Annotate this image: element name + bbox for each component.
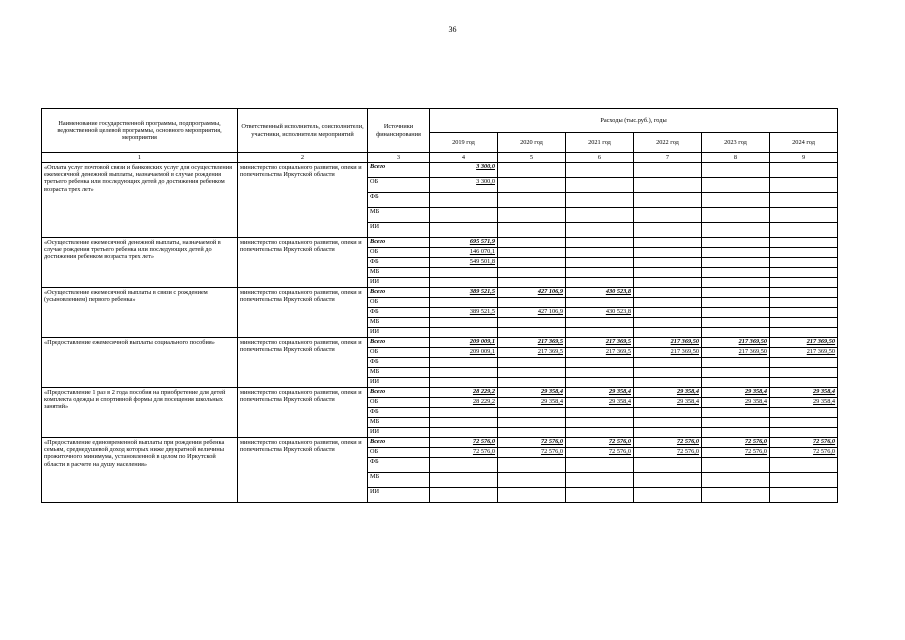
amount-value: 72 576,0 [540,448,563,455]
amount-cell [634,178,702,193]
funding-source: ИИ [368,328,430,338]
amount-cell [430,278,498,288]
amount-cell [498,208,566,223]
amount-cell [430,223,498,238]
amount-cell [566,378,634,388]
amount-value: 217 369,50 [806,348,836,355]
amount-cell [498,448,566,458]
amount-value: 72 576,0 [813,438,836,445]
amount-cell [634,368,702,378]
amount-value: 217 369,50 [670,348,699,355]
amount-value: 28 229,2 [472,398,495,405]
amount-cell [498,328,566,338]
amount-cell [430,473,498,488]
amount-value: 72 576,0 [608,448,631,455]
year-header: 2021 год [566,133,634,153]
amount-cell [430,448,498,458]
amount-cell [566,308,634,318]
amount-cell [634,258,702,268]
amount-cell [702,428,770,438]
amount-cell [430,193,498,208]
amount-value: 72 576,0 [472,448,495,455]
funding-source: ФБ [368,308,430,318]
amount-cell [634,378,702,388]
source-row [42,438,838,448]
amount-cell [770,428,838,438]
amount-cell [430,438,498,448]
amount-value: 29 358,4 [744,398,767,405]
col-name-header: Наименование государственной программы, подпрограммы, ведомственной целевой программы, основного мероприятия, мероприятия [42,109,238,153]
source-row [42,338,838,348]
amount-cell [566,368,634,378]
amount-cell [566,278,634,288]
amount-cell [566,458,634,473]
funding-source: ФБ [368,258,430,268]
amount-cell [498,358,566,368]
amount-value: 217 369,50 [670,338,699,345]
column-numbers-row [42,153,838,163]
amount-value: 217 369,5 [605,348,631,355]
amount-value: 29 358,4 [608,398,631,405]
amount-value: 209 009,1 [469,338,495,345]
col-resp-header: Ответственный исполнитель, соисполнители, участники, исполнители мероприятий [238,109,368,153]
amount-cell [770,338,838,348]
column-number: 3 [368,153,430,163]
amount-cell [702,318,770,328]
amount-value: 3 300,0 [476,163,495,170]
column-number: 5 [498,153,566,163]
amount-cell [770,223,838,238]
amount-cell [702,348,770,358]
amount-cell [770,438,838,448]
page-number: 36 [448,25,457,34]
amount-cell [634,288,702,298]
amount-cell [566,408,634,418]
amount-cell [770,388,838,398]
amount-cell [770,208,838,223]
amount-cell [430,408,498,418]
amount-cell [498,378,566,388]
amount-cell [498,288,566,298]
amount-cell [702,258,770,268]
funding-source: МБ [368,368,430,378]
amount-value: 217 369,50 [738,348,767,355]
amount-cell [498,178,566,193]
amount-cell [634,398,702,408]
funding-source: ИИ [368,488,430,503]
amount-value: 146 070,1 [469,248,495,255]
amount-cell [634,238,702,248]
measure-name: «Предоставление ежемесячной выплаты социального пособия» [42,338,238,388]
amount-cell [634,298,702,308]
amount-cell [498,438,566,448]
amount-cell [770,488,838,503]
budget-table [41,108,838,503]
amount-cell [566,473,634,488]
funding-source: Всего [368,238,430,248]
amount-cell [634,318,702,328]
amount-value: 217 369,5 [537,338,563,345]
amount-cell [770,408,838,418]
amount-cell [430,398,498,408]
amount-cell [498,473,566,488]
amount-cell [702,328,770,338]
amount-cell [702,473,770,488]
amount-cell [702,368,770,378]
amount-cell [430,488,498,503]
amount-cell [498,163,566,178]
funding-source: ИИ [368,378,430,388]
amount-cell [430,338,498,348]
amount-value: 549 501,8 [469,258,495,265]
funding-source: Всего [368,388,430,398]
amount-cell [498,278,566,288]
funding-source: ОБ [368,298,430,308]
amount-cell [770,378,838,388]
amount-value: 29 358,4 [608,388,631,395]
column-number: 6 [566,153,634,163]
amount-cell [566,248,634,258]
amount-cell [702,308,770,318]
amount-cell [430,308,498,318]
amount-cell [566,193,634,208]
amount-cell [770,248,838,258]
amount-cell [430,428,498,438]
amount-cell [634,163,702,178]
funding-source: МБ [368,473,430,488]
year-header: 2023 год [702,133,770,153]
amount-cell [430,298,498,308]
amount-cell [634,308,702,318]
amount-cell [770,308,838,318]
amount-value: 72 576,0 [472,438,495,445]
amount-value: 29 358,4 [676,388,699,395]
amount-cell [634,408,702,418]
amount-cell [498,238,566,248]
amount-value: 217 369,5 [537,348,563,355]
amount-value: 29 358,4 [744,388,767,395]
amount-cell [634,348,702,358]
amount-cell [430,378,498,388]
responsible-executor: министерство социального развития, опеки и попечительства Иркутской области [238,438,368,503]
amount-cell [566,288,634,298]
amount-cell [770,458,838,473]
amount-cell [634,388,702,398]
amount-cell [430,368,498,378]
col-costs-header: Расходы (тыс.руб.), годы [430,109,838,133]
amount-value: 389 521,5 [469,288,495,295]
amount-cell [770,163,838,178]
amount-cell [498,248,566,258]
amount-cell [566,298,634,308]
funding-source: Всего [368,288,430,298]
amount-cell [770,398,838,408]
column-number: 7 [634,153,702,163]
amount-value: 72 576,0 [540,438,563,445]
funding-source: МБ [368,418,430,428]
amount-cell [566,358,634,368]
amount-cell [702,448,770,458]
amount-value: 28 229,2 [472,388,495,395]
amount-cell [702,223,770,238]
amount-cell [634,488,702,503]
amount-cell [430,268,498,278]
funding-source: МБ [368,318,430,328]
amount-cell [702,338,770,348]
column-number: 4 [430,153,498,163]
amount-cell [566,488,634,503]
amount-cell [770,268,838,278]
amount-cell [498,268,566,278]
year-header: 2020 год [498,133,566,153]
amount-cell [430,458,498,473]
year-header: 2024 год [770,133,838,153]
amount-cell [702,163,770,178]
amount-cell [702,298,770,308]
amount-cell [770,238,838,248]
amount-cell [566,238,634,248]
amount-cell [770,328,838,338]
amount-cell [634,278,702,288]
amount-cell [770,178,838,193]
amount-cell [498,368,566,378]
year-header: 2019 год [430,133,498,153]
amount-cell [498,418,566,428]
amount-cell [566,208,634,223]
amount-cell [634,338,702,348]
amount-cell [702,268,770,278]
col-src-header: Источники финансирования [368,109,430,153]
amount-cell [430,418,498,428]
amount-cell [566,258,634,268]
source-row [42,238,838,248]
amount-value: 427 106,9 [537,308,563,315]
amount-cell [634,208,702,223]
funding-source: ОБ [368,448,430,458]
funding-source: МБ [368,208,430,223]
source-row [42,288,838,298]
amount-cell [770,193,838,208]
amount-cell [566,448,634,458]
amount-cell [770,368,838,378]
amount-cell [430,388,498,398]
funding-source: ОБ [368,398,430,408]
amount-cell [566,163,634,178]
amount-cell [702,238,770,248]
funding-source: ОБ [368,178,430,193]
amount-value: 3 300,0 [476,178,495,185]
amount-value: 72 576,0 [676,438,699,445]
amount-cell [430,208,498,223]
amount-cell [566,388,634,398]
column-number: 2 [238,153,368,163]
amount-cell [702,358,770,368]
amount-cell [498,398,566,408]
amount-cell [702,178,770,193]
amount-cell [430,248,498,258]
responsible-executor: министерство социального развития, опеки и попечительства Иркутской области [238,388,368,438]
amount-value: 72 576,0 [744,438,767,445]
amount-value: 209 009,1 [469,348,495,355]
amount-cell [430,318,498,328]
amount-cell [702,248,770,258]
amount-cell [566,268,634,278]
responsible-executor: министерство социального развития, опеки и попечительства Иркутской области [238,163,368,238]
column-number: 1 [42,153,238,163]
responsible-executor: министерство социального развития, опеки и попечительства Иркутской области [238,338,368,388]
column-number: 8 [702,153,770,163]
amount-value: 430 523,8 [605,288,631,295]
amount-cell [770,258,838,268]
funding-source: ОБ [368,348,430,358]
amount-cell [430,258,498,268]
amount-cell [566,418,634,428]
responsible-executor: министерство социального развития, опеки и попечительства Иркутской области [238,238,368,288]
funding-source: ФБ [368,358,430,368]
amount-value: 217 369,5 [605,338,631,345]
amount-cell [634,438,702,448]
amount-cell [702,208,770,223]
amount-cell [566,438,634,448]
measure-name: «Предоставление единовременной выплаты при рождении ребенка семьям, среднедушевой доход которых ниже двукратной величины прожиточного минимума, установленной в целом по Иркутской области в расчете на душу населения» [42,438,238,503]
amount-cell [702,278,770,288]
amount-cell [770,448,838,458]
amount-cell [498,223,566,238]
amount-cell [498,193,566,208]
amount-cell [498,258,566,268]
amount-cell [770,298,838,308]
amount-cell [702,438,770,448]
amount-cell [498,338,566,348]
amount-cell [430,288,498,298]
funding-source: ИИ [368,223,430,238]
amount-cell [498,388,566,398]
column-number: 9 [770,153,838,163]
amount-value: 72 576,0 [744,448,767,455]
amount-cell [634,193,702,208]
amount-cell [702,418,770,428]
amount-cell [770,418,838,428]
funding-source: ФБ [368,408,430,418]
measure-name: «Осуществление ежемесячной денежной выплаты, назначаемой в случае рождения третьего ребенка или последующих детей до достижения ребенком возраста трех лет» [42,238,238,288]
amount-value: 29 358,4 [540,388,563,395]
funding-source: ФБ [368,193,430,208]
amount-cell [430,328,498,338]
amount-cell [770,278,838,288]
funding-source: ОБ [368,248,430,258]
amount-cell [566,318,634,328]
funding-source: ИИ [368,428,430,438]
amount-cell [702,193,770,208]
amount-cell [498,458,566,473]
amount-value: 427 106,9 [537,288,563,295]
funding-source: Всего [368,163,430,178]
amount-value: 29 358,4 [813,398,836,405]
amount-cell [634,328,702,338]
amount-cell [702,288,770,298]
amount-cell [702,398,770,408]
amount-cell [566,223,634,238]
amount-cell [770,358,838,368]
amount-value: 217 369,50 [738,338,767,345]
amount-value: 695 571,9 [469,238,495,245]
funding-source: Всего [368,338,430,348]
amount-cell [770,348,838,358]
source-row [42,163,838,178]
measure-name: «Осуществление ежемесячной выплаты в связи с рождением (усыновлением) первого ребенка» [42,288,238,338]
header-row [42,109,838,133]
amount-cell [634,268,702,278]
amount-value: 389 521,5 [469,308,495,315]
amount-cell [498,408,566,418]
amount-cell [430,348,498,358]
amount-cell [498,428,566,438]
amount-cell [702,458,770,473]
funding-source: Всего [368,438,430,448]
amount-cell [498,308,566,318]
funding-source: ФБ [368,458,430,473]
amount-cell [702,408,770,418]
amount-cell [702,488,770,503]
amount-cell [634,223,702,238]
amount-value: 72 576,0 [608,438,631,445]
amount-cell [430,178,498,193]
amount-cell [498,318,566,328]
responsible-executor: министерство социального развития, опеки и попечительства Иркутской области [238,288,368,338]
amount-cell [634,358,702,368]
amount-cell [566,428,634,438]
amount-cell [566,328,634,338]
amount-cell [770,473,838,488]
amount-cell [770,288,838,298]
amount-cell [634,248,702,258]
amount-cell [634,473,702,488]
amount-value: 29 358,4 [676,398,699,405]
amount-value: 72 576,0 [813,448,836,455]
funding-source: ИИ [368,278,430,288]
amount-cell [566,348,634,358]
amount-cell [634,458,702,473]
amount-cell [770,318,838,328]
amount-cell [634,448,702,458]
amount-cell [430,238,498,248]
amount-value: 29 358,4 [813,388,836,395]
amount-cell [566,178,634,193]
amount-cell [634,428,702,438]
amount-cell [430,163,498,178]
amount-cell [702,378,770,388]
amount-cell [498,348,566,358]
amount-cell [566,398,634,408]
amount-cell [498,488,566,503]
measure-name: «Оплата услуг почтовой связи и банковских услуг для осуществления ежемесячной денежной выплаты, назначаемой в случае рождения третьего ребенка или последующих детей до достижения ребенком возраста трех лет» [42,163,238,238]
measure-name: «Предоставление 1 раз в 2 года пособия на приобретение для детей комплекта одежды и спортивной формы для посещения школьных занятий» [42,388,238,438]
amount-cell [634,418,702,428]
amount-cell [566,338,634,348]
year-header: 2022 год [634,133,702,153]
amount-cell [498,298,566,308]
amount-cell [702,388,770,398]
amount-value: 430 523,8 [605,308,631,315]
amount-value: 217 369,50 [806,338,836,345]
amount-value: 72 576,0 [676,448,699,455]
amount-value: 29 358,4 [540,398,563,405]
source-row [42,388,838,398]
amount-cell [430,358,498,368]
funding-source: МБ [368,268,430,278]
